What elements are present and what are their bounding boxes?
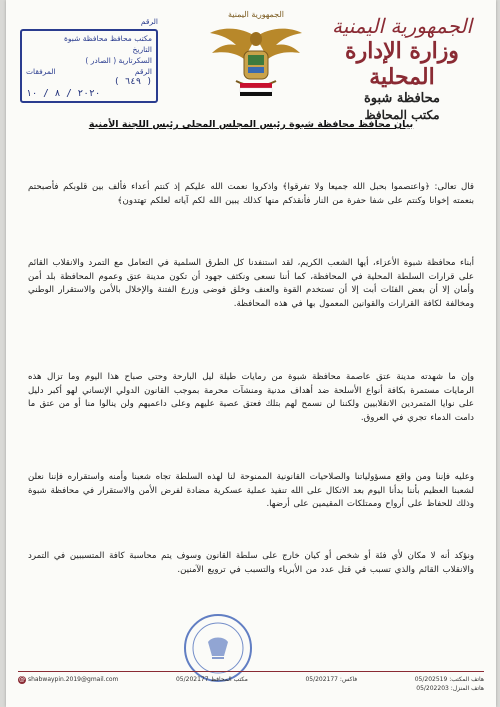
yemen-emblem: [206, 10, 306, 102]
fax-label: فاكس: [341, 676, 358, 683]
ministry-header: [322, 14, 482, 123]
home-phone-value: 05/202203: [416, 685, 449, 692]
document-title: بيان محافظ محافظة شبوة رئيس المجلس المحلي رئيس اللجنة الأمنية: [88, 119, 414, 130]
ministry-name: وزارة الإدارة المحلية: [345, 38, 459, 90]
footer: [18, 671, 484, 701]
republic-name: الجمهورية اليمنية: [331, 14, 473, 38]
emblem-motto: الجمهورية اليمنية: [227, 10, 284, 19]
stamp-line-3: الرقم: [134, 67, 152, 76]
ref-number: ( ٦٤٩ ): [114, 77, 152, 87]
paragraph-3: وإن ما شهدته مدينة عتق عاصمة محافظة شبوة من رمايات طيلة ليل البارحة وحتى صباح هذا اليوم وما تزال هذه الرمايات مستمرة بكافة أنواع الأسلحة ضد أهداف مدنية ومنشآت محرمة بموجب القانون الدولي الإنساني لهو أكبر دليل على نوايا المتمردين الانقلابيين ولكننا لن نسمح لهم بتلك فعتق عصية عليهم وعلى داعميهم ولن ينالوا منا أو من عتق ما دامت الدماء تجري في العروق.: [28, 372, 474, 423]
eagle-icon: [206, 19, 306, 99]
footer-office: [176, 675, 248, 684]
stamp-line-2: السكرتارية ( الصادر ): [85, 56, 152, 65]
paragraph-2: أبناء محافظة شبوة الأعزاء، أيها الشعب الكريم، لقد استنفدنا كل الطرق السلمية في التعامل مع التمرد والانقلاب القائم على قرارات السلطة المحلية في المحافظة، كما أننا نسعى ونكثف جهود أن تكون مدينة عتق وعموم المحافظة بلد أمن وأمان إلا أن بعض الفئات أبت إلا أن تستخدم القوة والعنف وخلق فوضى وزرع الفتنة والإخلال بالأمن والاستقرار الوطني ومخالفة لكافة القرارات والقوانين المعمول بها في هذه المحافظة.: [28, 258, 474, 309]
email-text: shabwaypin.2019@gmail.com: [28, 676, 119, 683]
stamp-box: [20, 29, 158, 103]
office-name: مكتب المحافظ: [364, 108, 440, 122]
office-phone-value: 05/202519: [414, 676, 448, 683]
attachments-label: المرفقات: [26, 67, 56, 76]
office-phone-label: هاتف المكتب: [451, 676, 484, 683]
letter-page: [6, 0, 496, 707]
paragraph-4: وعليه فإننا ومن واقع مسؤولياتنا والصلاحيات القانونية الممنوحة لنا لهذه السلطة تجاه شعبنا وأمنه واستقراره فإننا نعلن لشعبنا العظيم بأننا بدأنا اليوم بعد الاتكال على الله تنفيذ عملية عسكرية مضادة لفرض الأمن والاستقرار في محافظة شبوة وذلك للحفاظ على أرواح وممتلكات المقيمين على أرضها.: [28, 472, 474, 510]
ref-label: الرقم: [140, 17, 158, 26]
footer-fax: فاكس: 05/202177: [305, 676, 358, 683]
stamp-line-1: مكتب محافظ محافظة شبوة: [63, 34, 152, 43]
paragraph-5: ونؤكد أنه لا مكان لأي فئة أو شخص أو كيان خارج على سلطة القانون وسوف يتم محاسبة كافة المتسببين في التمرد والانقلاب القائم والذي تسبب في قتل عدد من الأبرياء والتسبب في ترويع الآمنين.: [28, 551, 474, 575]
office-label: مكتب المحافظ: [210, 676, 248, 683]
footer-phones: هاتف المكتب: 05/202519 هاتف المنزل: 05/202203: [414, 676, 484, 692]
paragraph-1: قال تعالى: ﴿واعتصموا بحبل الله جميعا ولا تفرقوا﴾ واذكروا نعمت الله عليكم إذ كنتم أعداء فألف بين قلوبكم فأصبحتم بنعمته إخوانا وكنتم على شفا حفرة من النار فأنقذكم منها كذلك يبين الله لكم آياته لعلكم تهتدون﴾: [28, 182, 474, 206]
date-label: التاريخ: [132, 45, 152, 54]
email-icon: @: [19, 675, 25, 683]
office-phone: 05/202177: [175, 676, 209, 683]
governorate-name: محافظة شبوة: [363, 91, 441, 106]
outgoing-stamp: [20, 16, 158, 114]
stamp-date: ٢٠٢٠ / ٨ / ١٠: [26, 88, 101, 99]
home-phone-label: هاتف المنزل: [452, 685, 484, 692]
footer-email: [18, 675, 118, 684]
fax-value: 05/202177: [305, 676, 338, 683]
